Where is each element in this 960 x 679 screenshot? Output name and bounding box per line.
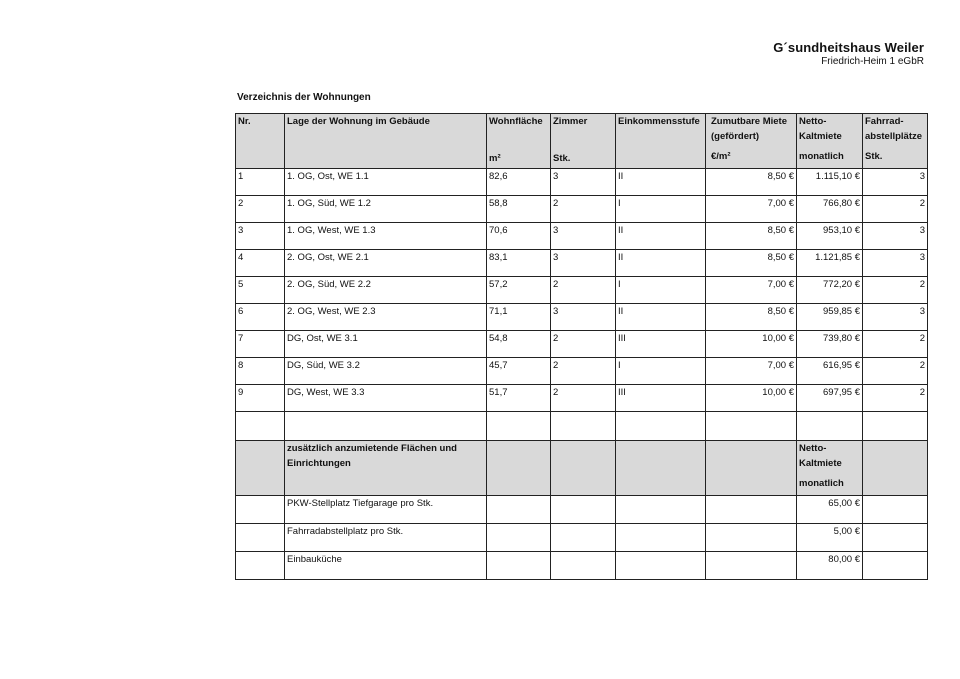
col-header-zimmer: Zimmer Stk. — [551, 114, 616, 169]
organization-name: G´sundheitshaus Weiler — [773, 40, 924, 55]
cell-wohnflaeche: 45,7 — [487, 358, 551, 385]
empty-cell — [551, 524, 616, 552]
empty-cell — [551, 412, 616, 441]
empty-cell — [863, 496, 928, 524]
table-caption: Verzeichnis der Wohnungen — [237, 92, 371, 103]
cell-lage: DG, West, WE 3.3 — [285, 385, 487, 412]
col-header-einkommensstufe: Einkommensstufe — [616, 114, 706, 169]
empty-cell — [797, 412, 863, 441]
empty-cell — [616, 524, 706, 552]
col-header-flaeche: Wohnfläche m² — [487, 114, 551, 169]
col-header-lage: Lage der Wohnung im Gebäude — [285, 114, 487, 169]
extras-header-cell — [616, 441, 706, 496]
extras-netto: 80,00 € — [797, 552, 863, 580]
cell-netto-kaltmiete: 766,80 € — [797, 196, 863, 223]
apartments-table — [235, 113, 928, 580]
empty-cell — [551, 496, 616, 524]
cell-nr: 6 — [236, 304, 285, 331]
empty-cell — [863, 524, 928, 552]
table-row — [236, 331, 928, 358]
cell-netto-kaltmiete: 697,95 € — [797, 385, 863, 412]
cell-einkommensstufe: II — [616, 223, 706, 250]
cell-nr: 9 — [236, 385, 285, 412]
cell-einkommensstufe: II — [616, 250, 706, 277]
cell-nr: 4 — [236, 250, 285, 277]
cell-zumutbare-miete: 10,00 € — [706, 331, 797, 358]
organization-address: Friedrich-Heim 1 eGbR — [821, 56, 924, 67]
empty-cell — [706, 524, 797, 552]
cell-einkommensstufe: II — [616, 304, 706, 331]
cell-wohnflaeche: 58,8 — [487, 196, 551, 223]
cell-zimmer: 2 — [551, 385, 616, 412]
extras-netto: 5,00 € — [797, 524, 863, 552]
empty-cell — [487, 524, 551, 552]
organization-header — [773, 40, 924, 67]
cell-lage: 2. OG, West, WE 2.3 — [285, 304, 487, 331]
cell-netto-kaltmiete: 1.115,10 € — [797, 169, 863, 196]
cell-wohnflaeche: 54,8 — [487, 331, 551, 358]
extras-row — [236, 496, 928, 524]
cell-zimmer: 3 — [551, 169, 616, 196]
cell-nr: 2 — [236, 196, 285, 223]
cell-wohnflaeche: 71,1 — [487, 304, 551, 331]
cell-fahrradabstellplaetze: 3 — [863, 250, 928, 277]
cell-fahrradabstellplaetze: 3 — [863, 223, 928, 250]
table-row — [236, 250, 928, 277]
cell-einkommensstufe: III — [616, 385, 706, 412]
cell-zumutbare-miete: 8,50 € — [706, 304, 797, 331]
col-header-nr: Nr. — [236, 114, 285, 169]
cell-lage: DG, Ost, WE 3.1 — [285, 331, 487, 358]
header-row — [236, 114, 928, 169]
cell-einkommensstufe: I — [616, 196, 706, 223]
empty-cell — [551, 552, 616, 580]
extras-header-cell — [487, 441, 551, 496]
cell-zimmer: 3 — [551, 250, 616, 277]
cell-lage: 1. OG, Süd, WE 1.2 — [285, 196, 487, 223]
cell-fahrradabstellplaetze: 3 — [863, 169, 928, 196]
empty-cell — [236, 524, 285, 552]
cell-fahrradabstellplaetze: 2 — [863, 331, 928, 358]
empty-row — [236, 412, 928, 441]
cell-zumutbare-miete: 7,00 € — [706, 358, 797, 385]
extras-row — [236, 524, 928, 552]
cell-zimmer: 2 — [551, 277, 616, 304]
cell-zumutbare-miete: 7,00 € — [706, 196, 797, 223]
extras-header-cell — [236, 441, 285, 496]
empty-cell — [487, 496, 551, 524]
cell-wohnflaeche: 57,2 — [487, 277, 551, 304]
empty-cell — [706, 412, 797, 441]
extras-header-cell — [863, 441, 928, 496]
empty-cell — [487, 552, 551, 580]
cell-wohnflaeche: 51,7 — [487, 385, 551, 412]
empty-cell — [863, 552, 928, 580]
table-row — [236, 385, 928, 412]
cell-zumutbare-miete: 8,50 € — [706, 169, 797, 196]
cell-zimmer: 2 — [551, 196, 616, 223]
empty-cell — [706, 552, 797, 580]
cell-einkommensstufe: I — [616, 358, 706, 385]
cell-wohnflaeche: 83,1 — [487, 250, 551, 277]
cell-lage: DG, Süd, WE 3.2 — [285, 358, 487, 385]
cell-einkommensstufe: I — [616, 277, 706, 304]
extras-header-cell — [551, 441, 616, 496]
cell-zumutbare-miete: 8,50 € — [706, 250, 797, 277]
cell-fahrradabstellplaetze: 2 — [863, 358, 928, 385]
extras-header-title: zusätzlich anzumietende Flächen und Einrichtungen — [285, 441, 487, 496]
empty-cell — [616, 552, 706, 580]
cell-netto-kaltmiete: 1.121,85 € — [797, 250, 863, 277]
col-header-zumutbare-miete: Zumutbare Miete (gefördert) €/m² — [706, 114, 797, 169]
extras-header-netto: Netto- Kaltmiete monatlich — [797, 441, 863, 496]
cell-netto-kaltmiete: 959,85 € — [797, 304, 863, 331]
cell-fahrradabstellplaetze: 3 — [863, 304, 928, 331]
cell-einkommensstufe: III — [616, 331, 706, 358]
table-row — [236, 223, 928, 250]
empty-cell — [285, 412, 487, 441]
cell-lage: 1. OG, West, WE 1.3 — [285, 223, 487, 250]
cell-lage: 2. OG, Ost, WE 2.1 — [285, 250, 487, 277]
empty-cell — [236, 412, 285, 441]
cell-fahrradabstellplaetze: 2 — [863, 196, 928, 223]
cell-fahrradabstellplaetze: 2 — [863, 277, 928, 304]
cell-nr: 7 — [236, 331, 285, 358]
cell-fahrradabstellplaetze: 2 — [863, 385, 928, 412]
cell-nr: 5 — [236, 277, 285, 304]
cell-zumutbare-miete: 7,00 € — [706, 277, 797, 304]
cell-nr: 8 — [236, 358, 285, 385]
cell-wohnflaeche: 82,6 — [487, 169, 551, 196]
cell-zimmer: 3 — [551, 223, 616, 250]
empty-cell — [487, 412, 551, 441]
extras-header-cell — [706, 441, 797, 496]
cell-lage: 2. OG, Süd, WE 2.2 — [285, 277, 487, 304]
cell-netto-kaltmiete: 616,95 € — [797, 358, 863, 385]
table-row — [236, 196, 928, 223]
empty-cell — [236, 552, 285, 580]
table-row — [236, 358, 928, 385]
table-row — [236, 277, 928, 304]
cell-nr: 3 — [236, 223, 285, 250]
cell-nr: 1 — [236, 169, 285, 196]
table-row — [236, 304, 928, 331]
cell-wohnflaeche: 70,6 — [487, 223, 551, 250]
cell-netto-kaltmiete: 772,20 € — [797, 277, 863, 304]
extras-label: Fahrradabstellplatz pro Stk. — [285, 524, 487, 552]
cell-zumutbare-miete: 10,00 € — [706, 385, 797, 412]
extras-header-row — [236, 441, 928, 496]
cell-zimmer: 2 — [551, 358, 616, 385]
cell-lage: 1. OG, Ost, WE 1.1 — [285, 169, 487, 196]
cell-netto-kaltmiete: 953,10 € — [797, 223, 863, 250]
cell-zimmer: 2 — [551, 331, 616, 358]
extras-netto: 65,00 € — [797, 496, 863, 524]
empty-cell — [863, 412, 928, 441]
col-header-netto-kaltmiete: Netto- Kaltmiete monatlich — [797, 114, 863, 169]
extras-label: PKW-Stellplatz Tiefgarage pro Stk. — [285, 496, 487, 524]
empty-cell — [236, 496, 285, 524]
cell-netto-kaltmiete: 739,80 € — [797, 331, 863, 358]
extras-label: Einbauküche — [285, 552, 487, 580]
extras-row — [236, 552, 928, 580]
empty-cell — [616, 496, 706, 524]
table-row — [236, 169, 928, 196]
cell-einkommensstufe: II — [616, 169, 706, 196]
cell-zumutbare-miete: 8,50 € — [706, 223, 797, 250]
col-header-fahrrad: Fahrrad- abstellplätze Stk. — [863, 114, 928, 169]
cell-zimmer: 3 — [551, 304, 616, 331]
empty-cell — [616, 412, 706, 441]
empty-cell — [706, 496, 797, 524]
